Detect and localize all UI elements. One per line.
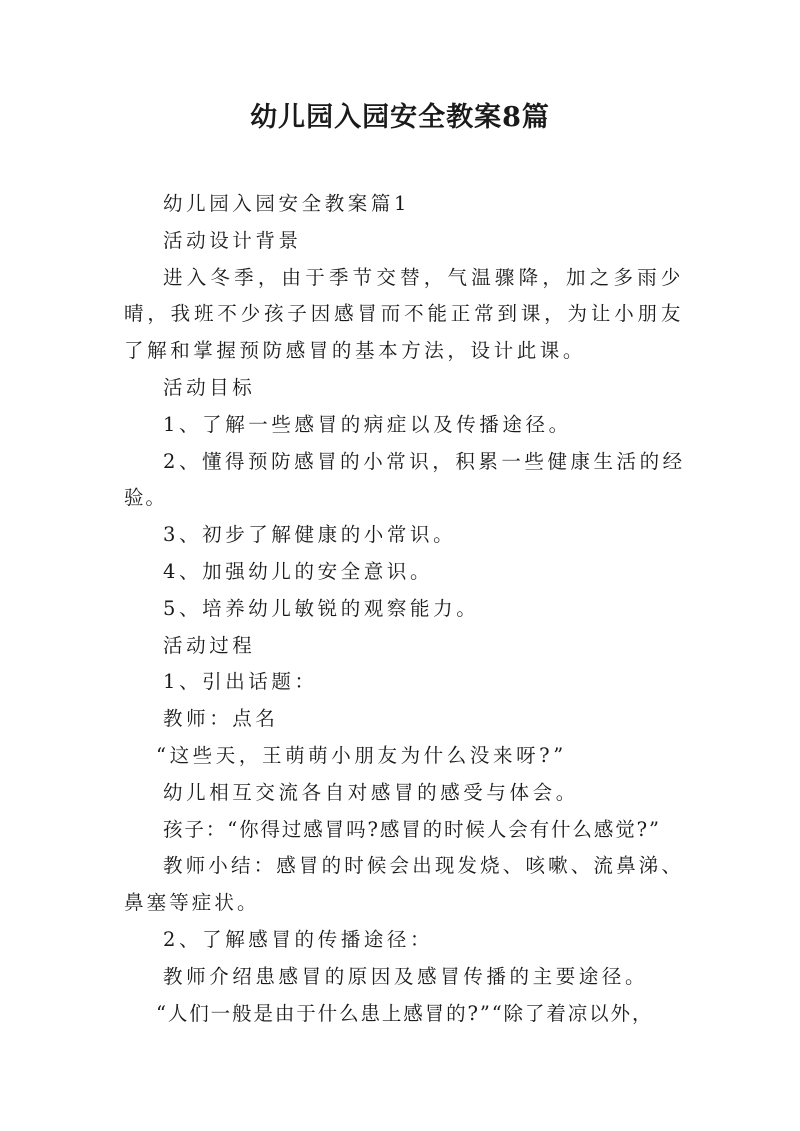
process-text: 孩子：“你得过感冒吗?感冒的时候人会有什么感觉?” bbox=[163, 817, 661, 841]
goal-item: 1、了解一些感冒的病症以及传播途径。 bbox=[163, 412, 572, 436]
process-text: 教师介绍患感冒的原因及感冒传播的主要途径。 bbox=[163, 964, 649, 988]
process-summary: 教师小结：感冒的时候会出现发烧、咳嗽、流鼻涕、鼻塞等症状。 bbox=[124, 854, 684, 915]
process-text: 教师：点名 bbox=[163, 707, 279, 731]
goal-item: 5、培养幼儿敏锐的观察能力。 bbox=[163, 596, 480, 620]
document-title: 幼儿园入园安全教案8篇 bbox=[250, 102, 550, 133]
process-step: 1、引出话题： bbox=[163, 670, 318, 694]
process-step: 2、了解感冒的传播途径： bbox=[163, 927, 434, 951]
document-body bbox=[124, 186, 684, 1032]
process-text: 幼儿相互交流各自对感冒的感受与体会。 bbox=[163, 780, 579, 804]
subheading-background: 活动设计背景 bbox=[163, 228, 302, 252]
paragraph-background: 进入冬季，由于季节交替，气温骤降，加之多雨少晴，我班不少孩子因感冒而不能正常到课，为让小朋友了解和掌握预防感冒的基本方法，设计此课。 bbox=[124, 265, 684, 363]
goal-item: 3、初步了解健康的小常识。 bbox=[163, 523, 457, 547]
goal-item: 4、加强幼儿的安全意识。 bbox=[163, 559, 434, 583]
process-quote: “这些天，王萌萌小朋友为什么没来呀?” bbox=[156, 743, 567, 767]
subheading-goals: 活动目标 bbox=[163, 375, 256, 399]
goal-item: 2、懂得预防感冒的小常识，积累一些健康生活的经验。 bbox=[124, 449, 684, 510]
section-heading: 幼儿园入园安全教案篇1 bbox=[163, 192, 411, 215]
process-quote: “人们一般是由于什么患上感冒的?”“除了着凉以外， bbox=[156, 1001, 654, 1025]
subheading-process: 活动过程 bbox=[163, 633, 256, 657]
